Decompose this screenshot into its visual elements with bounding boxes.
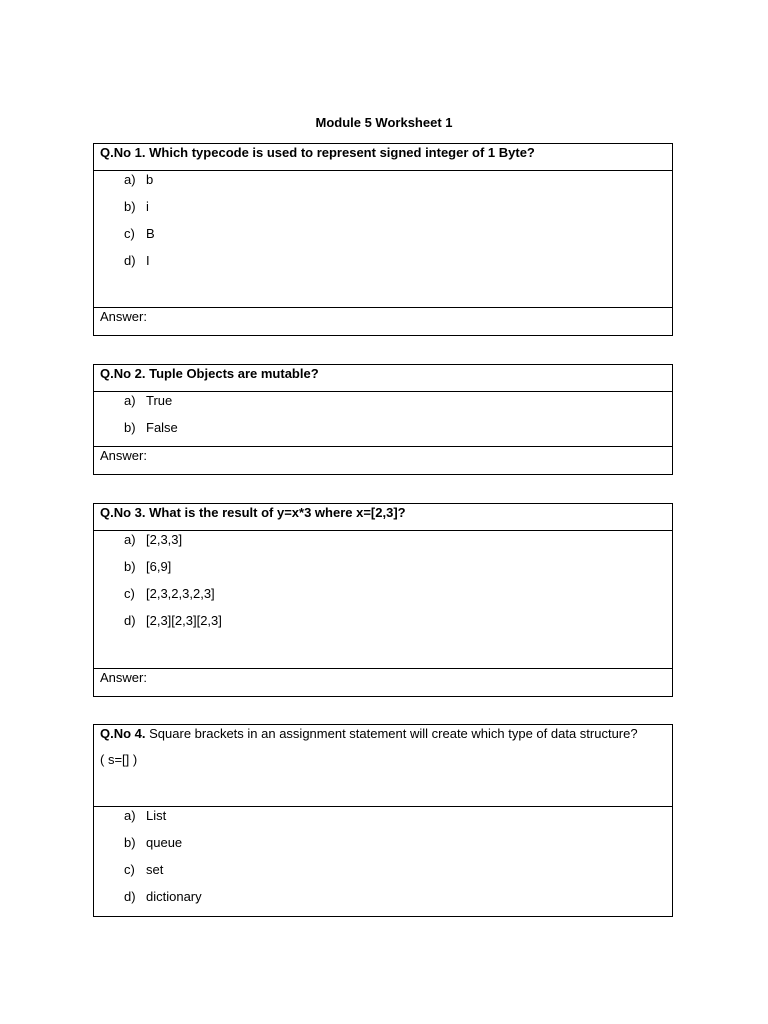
question-1-header: [94, 144, 672, 171]
question-4-options: [94, 807, 672, 916]
option: a) True: [124, 393, 173, 408]
option: b) [6,9]: [124, 559, 172, 574]
option: a) b: [124, 172, 154, 187]
question-4-header: [94, 725, 672, 807]
question-3-header: [94, 504, 672, 531]
question-2-options: [94, 392, 672, 447]
question-3-text: Q.No 3. What is the result of y=x*3 where x=[2,3]?: [100, 505, 406, 520]
question-1-text: Q.No 1. Which typecode is used to represent signed integer of 1 Byte?: [100, 145, 535, 160]
option: a) [2,3,3]: [124, 532, 183, 547]
option: c) set: [124, 862, 164, 877]
question-3-options: [94, 531, 672, 669]
question-4-code: ( s=[] ): [100, 752, 138, 767]
option: c) [2,3,2,3,2,3]: [124, 586, 215, 601]
question-1-table: [93, 143, 673, 336]
option: c) B: [124, 226, 155, 241]
answer-field[interactable]: Answer:: [100, 448, 147, 463]
question-2-text: Q.No 2. Tuple Objects are mutable?: [100, 366, 319, 381]
question-4-text: Square brackets in an assignment statement will create which type of data structure?: [145, 726, 638, 741]
question-3-table: [93, 503, 673, 697]
question-4-table: [93, 724, 673, 917]
option: d) dictionary: [124, 889, 202, 904]
page-title: Module 5 Worksheet 1: [315, 115, 453, 130]
answer-field[interactable]: Answer:: [100, 670, 147, 685]
question-2-table: [93, 364, 673, 475]
question-2-header: [94, 365, 672, 392]
option: d) [2,3][2,3][2,3]: [124, 613, 222, 628]
option: a) List: [124, 808, 167, 823]
option: b) i: [124, 199, 149, 214]
answer-field[interactable]: Answer:: [100, 309, 147, 324]
option: b) queue: [124, 835, 183, 850]
question-1-options: [94, 171, 672, 308]
question-4-number: Q.No 4.: [100, 726, 146, 741]
option: d) I: [124, 253, 150, 268]
option: b) False: [124, 420, 178, 435]
